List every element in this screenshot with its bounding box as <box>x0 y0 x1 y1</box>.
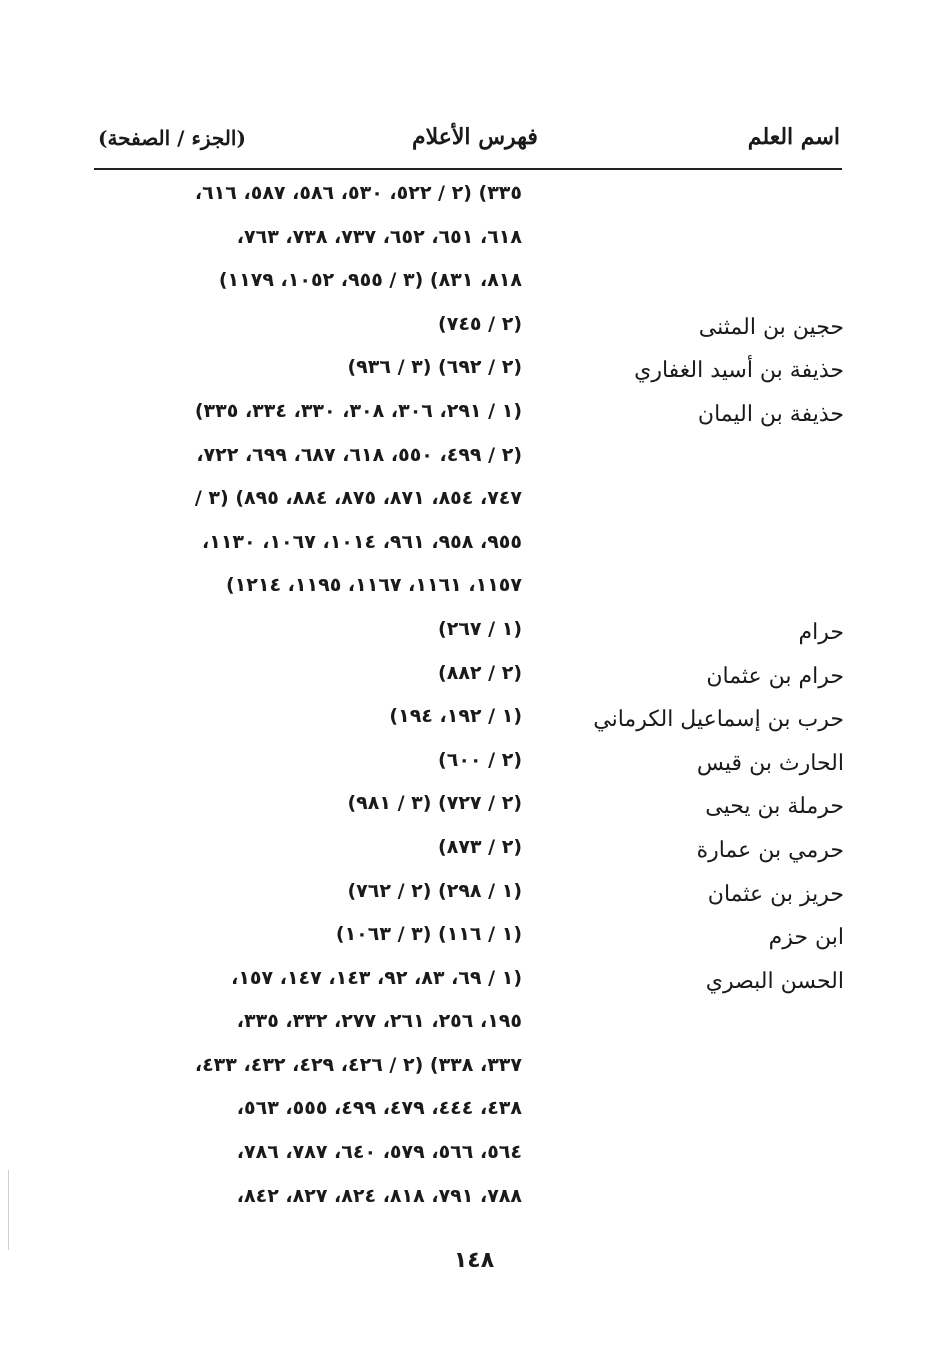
entry-name: حرمي بن عمارة <box>696 837 844 863</box>
header-rule <box>94 168 842 170</box>
entry-name: الحارث بن قيس <box>696 750 844 776</box>
scan-margin-line <box>8 1170 9 1250</box>
entry-references: ٩٥٥، ٩٥٨، ٩٦١، ١٠١٤، ١٠٦٧، ١١٣٠، <box>202 530 522 553</box>
entry-references: (١ / ١١٦) (٣ / ١٠٦٣) <box>335 923 522 946</box>
index-entry <box>0 919 948 963</box>
entry-references: ٧٤٧، ٨٥٤، ٨٧١، ٨٧٥، ٨٨٤، ٨٩٥) (٣ / <box>194 487 522 510</box>
entry-name: الحسن البصري <box>705 968 844 994</box>
index-entry <box>0 788 948 832</box>
name-column-heading: اسم العلم <box>747 124 840 150</box>
entry-name: حرملة بن يحيى <box>705 794 844 820</box>
index-entry <box>0 309 948 353</box>
index-entry <box>0 570 948 614</box>
entry-references: ٥٦٤، ٥٦٦، ٥٧٩، ٦٤٠، ٧٨٧، ٧٨٦، <box>236 1141 522 1164</box>
entry-name: حرام بن عثمان <box>706 663 844 689</box>
index-list <box>0 178 948 1224</box>
entry-references: (١ / ١٩٢، ١٩٤) <box>389 705 522 728</box>
reference-column-heading: (الجزء / الصفحة) <box>98 126 246 150</box>
entry-name: ابن حزم <box>768 925 844 951</box>
index-entry <box>0 527 948 571</box>
index-entry <box>0 178 948 222</box>
index-entry <box>0 658 948 702</box>
entry-references: ٧٨٨، ٧٩١، ٨١٨، ٨٢٤، ٨٢٧، ٨٤٢، <box>236 1184 522 1207</box>
entry-references: ٦١٨، ٦٥١، ٦٥٢، ٧٣٧، ٧٣٨، ٧٦٣، <box>236 225 522 248</box>
entry-references: (٢ / ٦٠٠) <box>438 748 522 771</box>
entry-name: حرب بن إسماعيل الكرماني <box>593 707 844 733</box>
entry-name: حجين بن المثنى <box>698 314 844 340</box>
entry-name: حذيفة بن أسيد الغفاري <box>634 358 844 384</box>
index-entry <box>0 396 948 440</box>
entry-references: ٤٣٨، ٤٤٤، ٤٧٩، ٤٩٩، ٥٥٥، ٥٦٣، <box>236 1097 522 1120</box>
entry-references: ٣٣٧، ٣٣٨) (٢ / ٤٢٦، ٤٢٩، ٤٣٢، ٤٣٣، <box>194 1053 522 1076</box>
entry-references: (٢ / ٦٩٢) (٣ / ٩٣٦) <box>347 356 522 379</box>
entry-references: ١١٥٧، ١١٦١، ١١٦٧، ١١٩٥، ١٢١٤) <box>225 574 522 597</box>
entry-references: (٢ / ٨٨٢) <box>438 661 522 684</box>
entry-references: (٢ / ٧٢٧) (٣ / ٩٨١) <box>347 792 522 815</box>
index-entry <box>0 1093 948 1137</box>
entry-references: (٢ / ٧٤٥) <box>438 312 522 335</box>
page-header <box>90 124 840 164</box>
entry-references: (١ / ٢٦٧) <box>438 617 522 640</box>
index-entry <box>0 222 948 266</box>
page-title: فهرس الأعلام <box>412 124 538 150</box>
entry-references: ٨١٨، ٨٣١) (٣ / ٩٥٥، ١٠٥٢، ١١٧٩) <box>218 269 522 292</box>
index-entry <box>0 614 948 658</box>
entry-references: (١ / ٦٩، ٨٣، ٩٢، ١٤٣، ١٤٧، ١٥٧، <box>231 966 522 989</box>
index-entry <box>0 1006 948 1050</box>
index-entry <box>0 701 948 745</box>
entry-references: (٢ / ٤٩٩، ٥٥٠، ٦١٨، ٦٨٧، ٦٩٩، ٧٢٢، <box>196 443 522 466</box>
entry-references: ٣٣٥) (٢ / ٥٢٢، ٥٣٠، ٥٨٦، ٥٨٧، ٦١٦، <box>194 182 522 204</box>
index-entry <box>0 483 948 527</box>
index-entry <box>0 440 948 484</box>
index-entry <box>0 352 948 396</box>
index-entry <box>0 1181 948 1225</box>
index-entry <box>0 745 948 789</box>
index-entry <box>0 876 948 920</box>
entry-references: (٢ / ٨٧٣) <box>438 835 522 858</box>
entry-name: حرام <box>798 619 844 645</box>
entry-name: حذيفة بن اليمان <box>697 401 844 427</box>
index-entry <box>0 963 948 1007</box>
index-entry <box>0 1050 948 1094</box>
entry-references: ١٩٥، ٢٥٦، ٢٦١، ٢٧٧، ٣٣٢، ٣٣٥، <box>236 1010 522 1033</box>
index-entry <box>0 265 948 309</box>
index-entry <box>0 1137 948 1181</box>
entry-references: (١ / ٢٩٨) (٢ / ٧٦٢) <box>347 879 522 902</box>
index-entry <box>0 832 948 876</box>
page-number: ١٤٨ <box>453 1248 495 1273</box>
entry-references: (١ / ٢٩١، ٣٠٦، ٣٠٨، ٣٣٠، ٣٣٤، ٣٣٥) <box>194 399 522 422</box>
entry-name: حريز بن عثمان <box>707 881 844 907</box>
